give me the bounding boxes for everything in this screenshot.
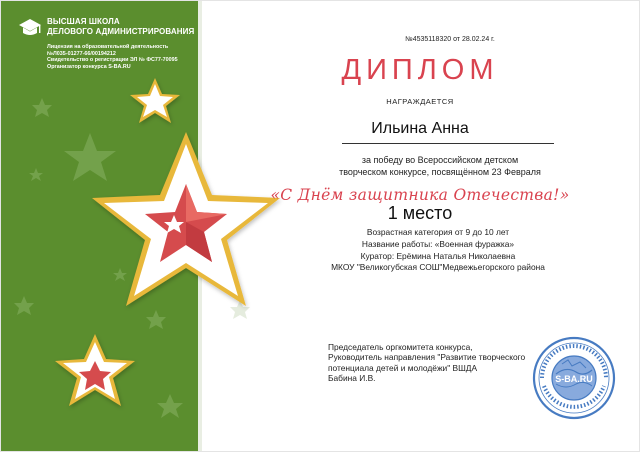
small-white-star-icon — [130, 78, 180, 123]
organization-name-line2: ДЕЛОВОГО АДМИНИСТРИРОВАНИЯ — [47, 27, 195, 36]
faint-star-icon — [64, 133, 116, 181]
stamp-text: S-BA.RU — [555, 374, 593, 384]
signature-line: Председатель оргкомитета конкурса, — [328, 342, 473, 352]
faint-star-icon — [29, 168, 43, 181]
faint-star-icon — [157, 394, 183, 418]
license-line: Лицензия на образовательной деятельность — [47, 44, 169, 50]
small-gold-star-icon — [55, 334, 135, 406]
organization-name-line1: ВЫСШАЯ ШКОЛА — [47, 17, 120, 26]
diploma-title: ДИПЛОМ — [341, 54, 499, 86]
diploma-number: №4535118320 от 28.02.24 г. — [405, 36, 495, 43]
signer-name: Бабина И.В. — [328, 373, 376, 384]
participant-details — [218, 227, 640, 274]
award-reason — [220, 155, 640, 178]
curator: Куратор: Ерёмина Наталья Николаевна — [360, 250, 516, 261]
contest-name: «С Днём защитника Отечества!» — [270, 186, 570, 204]
faint-star-icon — [113, 268, 127, 281]
official-stamp-icon — [532, 330, 616, 426]
age-category: Возрастная категория от 9 до 10 лет — [366, 227, 510, 237]
reason-line1: за победу во Всероссийском детском — [361, 155, 519, 165]
awarded-label: НАГРАЖДАЕТСЯ — [386, 97, 454, 106]
faint-star-icon — [32, 98, 52, 117]
faint-star-icon — [14, 296, 34, 315]
license-number: №Л035-01277-66/00194212 — [47, 50, 116, 57]
faint-star-icon — [146, 310, 166, 329]
work-title: Название работы: «Военная фуражка» — [361, 238, 515, 249]
signature-block — [328, 342, 558, 384]
reason-line2: творческом конкурсе, посвящённом 23 Февраля — [339, 166, 541, 177]
organizer-line: Организатор конкурса S-BA.RU — [47, 63, 131, 70]
winner-name: Ильина Анна — [371, 120, 469, 137]
signature-line: потенциала детей и молодёжи" ВШДА — [328, 362, 478, 373]
school: МКОУ "Великогубская СОШ"Медвежьегорского района — [331, 262, 545, 273]
name-underline — [342, 143, 554, 144]
registration-line: Свидетельство о регистрации ЭЛ № ФС77-70095 — [47, 57, 178, 64]
signature-line: Руководитель направления "Развитие творческого — [328, 352, 526, 363]
place-award: 1 место — [387, 203, 453, 223]
diploma-content — [200, 0, 640, 452]
